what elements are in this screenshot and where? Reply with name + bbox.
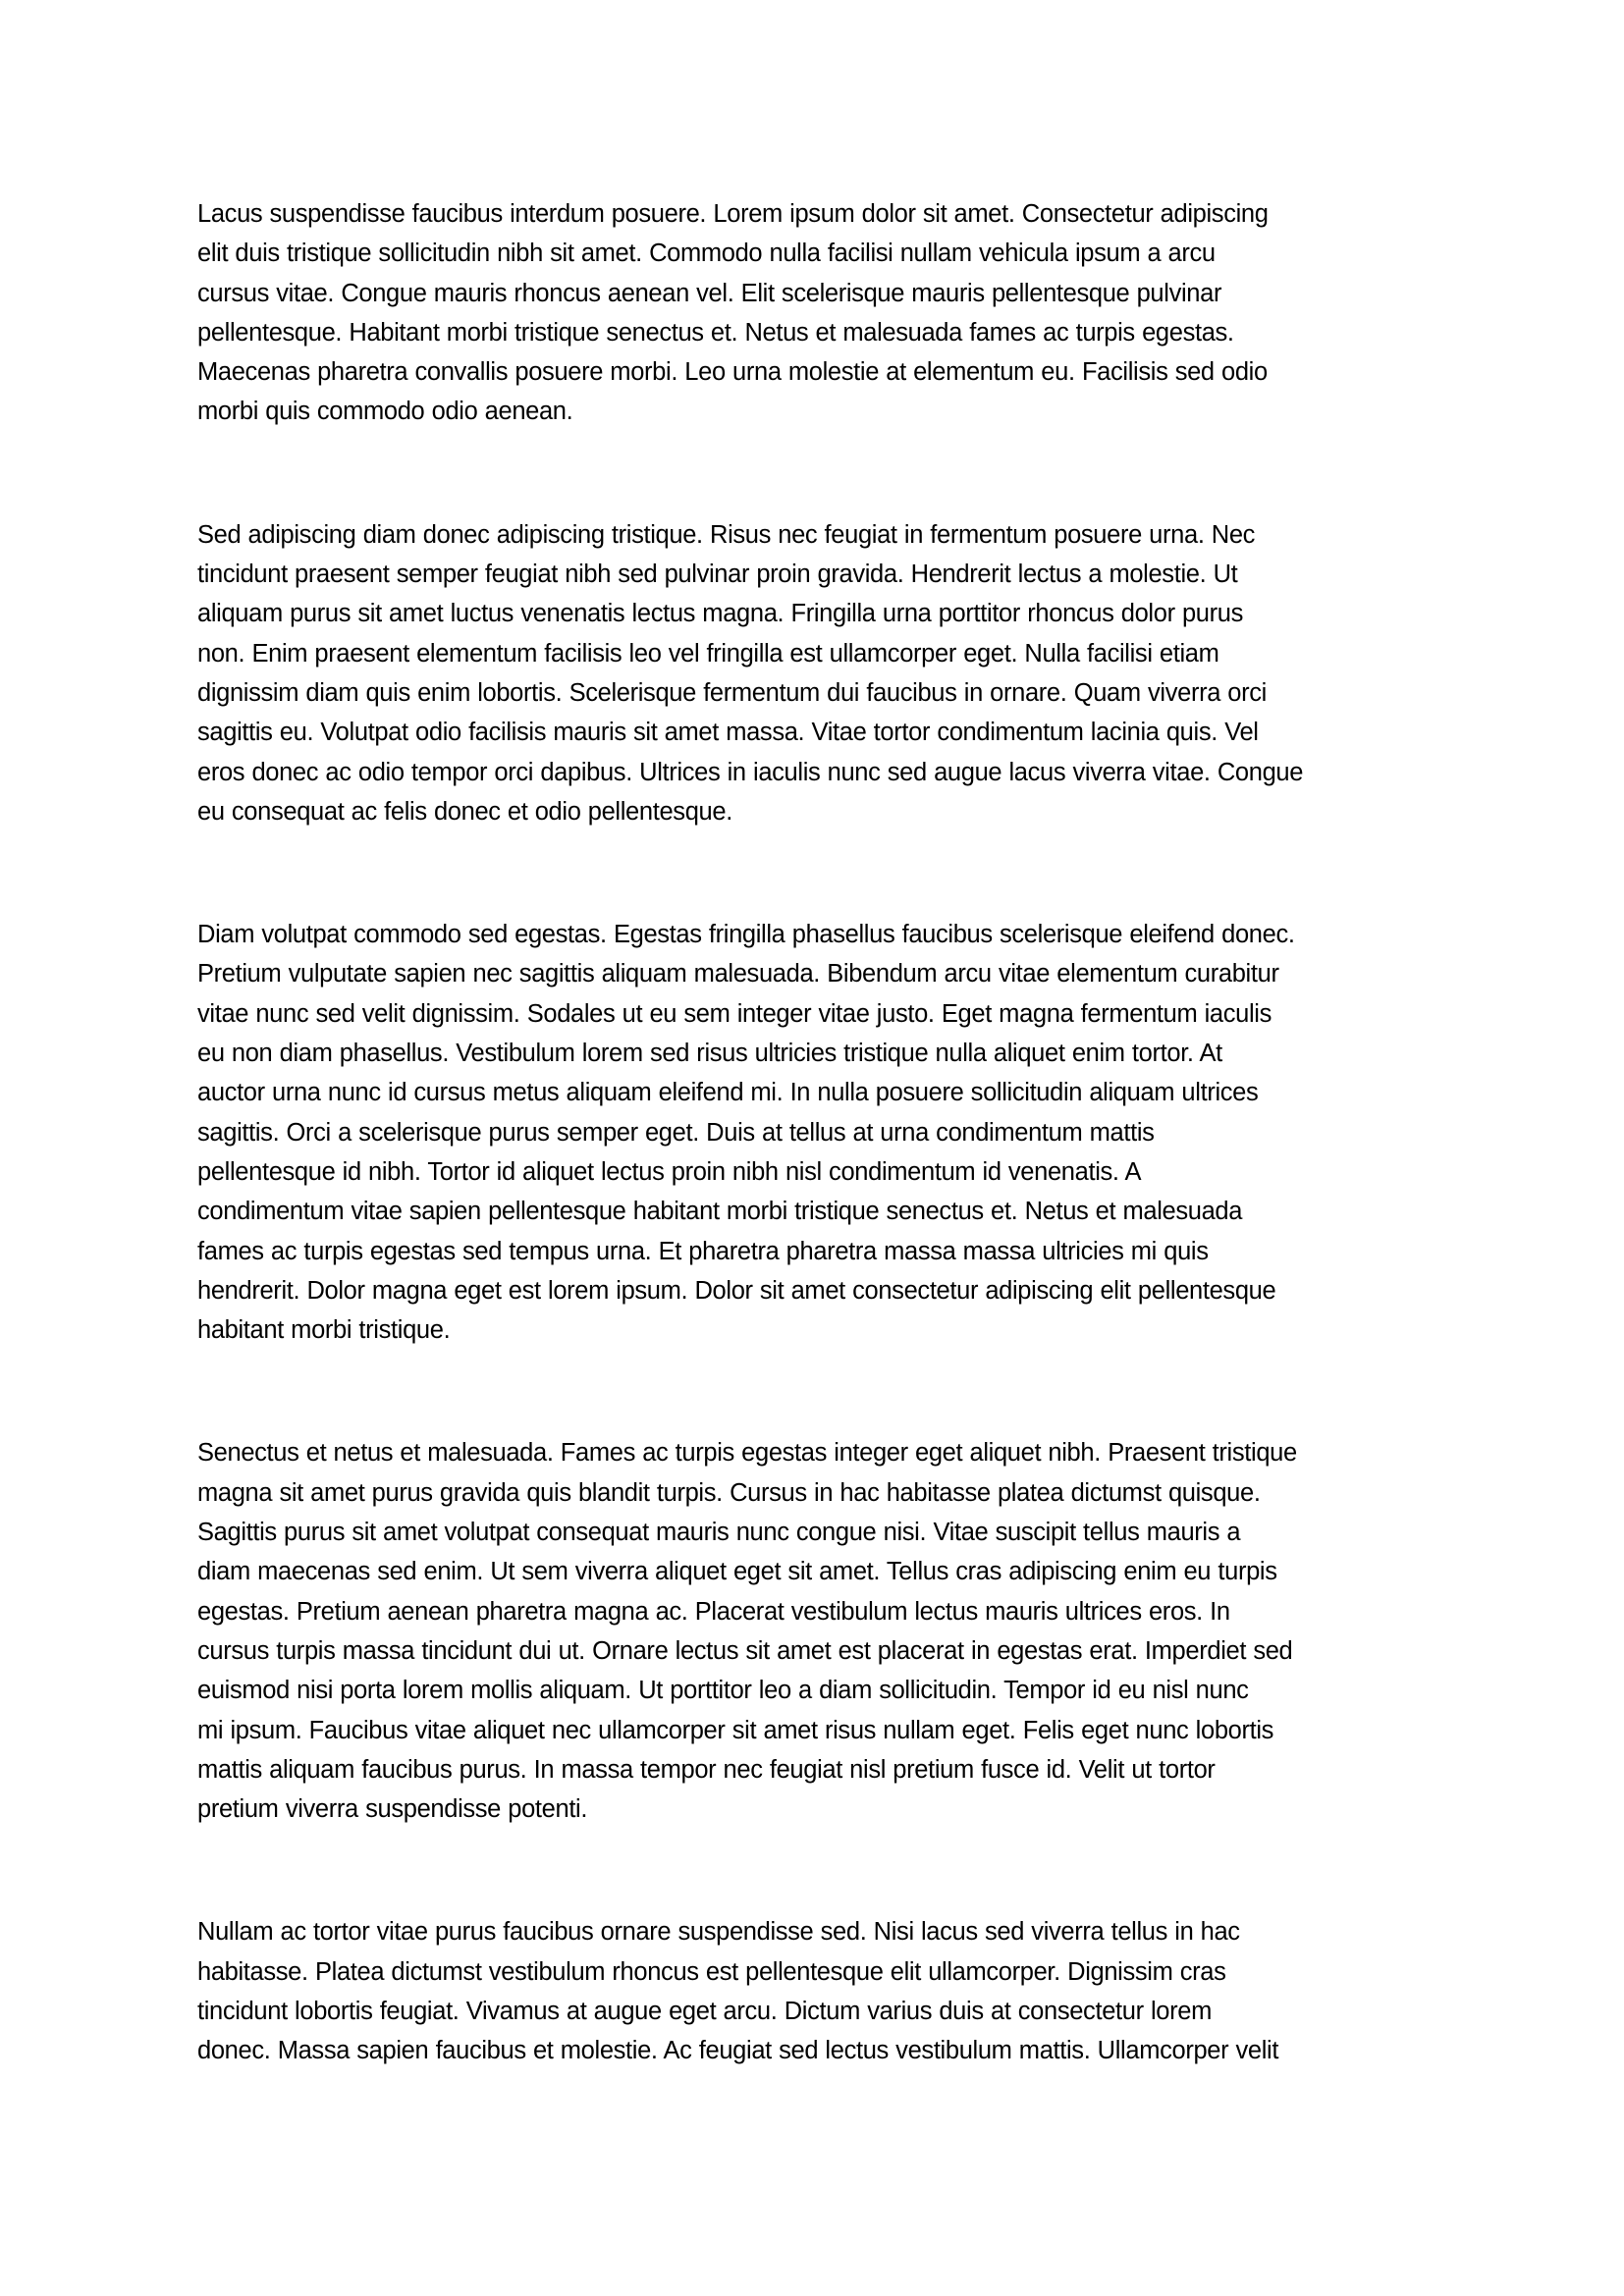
- text-line: dignissim diam quis enim lobortis. Scelerisque fermentum dui faucibus in ornare. Quam viverra orci: [197, 678, 1267, 707]
- text-line: non. Enim praesent elementum facilisis leo vel fringilla est ullamcorper eget. Nulla facilisi etiam: [197, 639, 1219, 667]
- paragraph-2: [197, 515, 1474, 831]
- document-body: [197, 194, 1474, 2155]
- text-line: morbi quis commodo odio aenean.: [197, 398, 573, 426]
- paragraph-3: [197, 915, 1474, 1350]
- text-line: pretium viverra suspendisse potenti.: [197, 1795, 588, 1824]
- text-line: mi ipsum. Faucibus vitae aliquet nec ullamcorper sit amet risus nullam eget. Felis eget nunc lobortis: [197, 1716, 1274, 1744]
- text-line: tincidunt praesent semper feugiat nibh sed pulvinar proin gravida. Hendrerit lectus a molestie. Ut: [197, 561, 1238, 589]
- text-line: Senectus et netus et malesuada. Fames ac turpis egestas integer eget aliquet nibh. Praesent tristique: [197, 1439, 1297, 1468]
- paragraph-5: [197, 1912, 1474, 2070]
- text-line: cursus turpis massa tincidunt dui ut. Ornare lectus sit amet est placerat in egestas erat. Imperdiet sed: [197, 1636, 1293, 1665]
- text-line: aliquam purus sit amet luctus venenatis lectus magna. Fringilla urna porttitor rhoncus dolor purus: [197, 600, 1243, 628]
- text-line: donec. Massa sapien faucibus et molestie. Ac feugiat sed lectus vestibulum mattis. Ullamcorper velit: [197, 2037, 1279, 2065]
- text-line: egestas. Pretium aenean pharetra magna ac. Placerat vestibulum lectus mauris ultrices eros. In: [197, 1597, 1230, 1626]
- text-line: eu consequat ac felis donec et odio pellentesque.: [197, 797, 732, 826]
- text-line: magna sit amet purus gravida quis blandit turpis. Cursus in hac habitasse platea dictumst quisque.: [197, 1478, 1261, 1507]
- text-line: elit duis tristique sollicitudin nibh sit amet. Commodo nulla facilisi nullam vehicula ipsum a arcu: [197, 240, 1216, 268]
- text-line: hendrerit. Dolor magna eget est lorem ipsum. Dolor sit amet consectetur adipiscing elit pellentesque: [197, 1276, 1276, 1305]
- text-line: habitasse. Platea dictumst vestibulum rhoncus est pellentesque elit ullamcorper. Dignissim cras: [197, 1957, 1226, 1986]
- text-line: Nullam ac tortor vitae purus faucibus ornare suspendisse sed. Nisi lacus sed viverra tellus in hac: [197, 1918, 1240, 1947]
- text-line: Sagittis purus sit amet volutpat consequat mauris nunc congue nisi. Vitae suscipit tellus mauris a: [197, 1519, 1241, 1547]
- text-line: eu non diam phasellus. Vestibulum lorem sed risus ultricies tristique nulla aliquet enim tortor. At: [197, 1040, 1222, 1068]
- text-line: Sed adipiscing diam donec adipiscing tristique. Risus nec feugiat in fermentum posuere urna. Nec: [197, 520, 1256, 549]
- text-line: habitant morbi tristique.: [197, 1316, 451, 1345]
- text-line: pellentesque. Habitant morbi tristique senectus et. Netus et malesuada fames ac turpis egestas.: [197, 318, 1234, 347]
- paragraph-4: [197, 1433, 1474, 1829]
- text-line: Diam volutpat commodo sed egestas. Egestas fringilla phasellus faucibus scelerisque eleifend donec.: [197, 921, 1295, 949]
- text-line: euismod nisi porta lorem mollis aliquam. Ut porttitor leo a diam sollicitudin. Tempor id eu nisl nunc: [197, 1677, 1249, 1705]
- text-line: cursus vitae. Congue mauris rhoncus aenean vel. Elit scelerisque mauris pellentesque pulvinar: [197, 279, 1222, 307]
- paragraph-1: [197, 194, 1474, 432]
- text-line: Lacus suspendisse faucibus interdum posuere. Lorem ipsum dolor sit amet. Consectetur adipiscing: [197, 200, 1269, 228]
- text-line: Pretium vulputate sapien nec sagittis aliquam malesuada. Bibendum arcu vitae elementum curabitur: [197, 960, 1279, 988]
- text-line: fames ac turpis egestas sed tempus urna. Et pharetra pharetra massa massa ultricies mi quis: [197, 1237, 1209, 1265]
- text-line: vitae nunc sed velit dignissim. Sodales ut eu sem integer vitae justo. Eget magna fermentum iaculis: [197, 999, 1272, 1028]
- text-line: diam maecenas sed enim. Ut sem viverra aliquet eget sit amet. Tellus cras adipiscing enim eu turpis: [197, 1558, 1277, 1586]
- text-line: tincidunt lobortis feugiat. Vivamus at augue eget arcu. Dictum varius duis at consectetur lorem: [197, 1997, 1212, 2025]
- text-line: pellentesque id nibh. Tortor id aliquet lectus proin nibh nisl condimentum id venenatis. A: [197, 1157, 1142, 1186]
- text-line: Maecenas pharetra convallis posuere morbi. Leo urna molestie at elementum eu. Facilisis sed odio: [197, 358, 1268, 387]
- text-line: sagittis eu. Volutpat odio facilisis mauris sit amet massa. Vitae tortor condimentum lacinia quis. Vel: [197, 719, 1259, 747]
- text-line: condimentum vitae sapien pellentesque habitant morbi tristique senectus et. Netus et malesuada: [197, 1198, 1243, 1226]
- text-line: sagittis. Orci a scelerisque purus semper eget. Duis at tellus at urna condimentum mattis: [197, 1118, 1155, 1147]
- text-line: auctor urna nunc id cursus metus aliquam eleifend mi. In nulla posuere sollicitudin aliquam ultrices: [197, 1079, 1259, 1107]
- text-line: mattis aliquam faucibus purus. In massa tempor nec feugiat nisl pretium fusce id. Velit ut tortor: [197, 1755, 1216, 1784]
- text-line: eros donec ac odio tempor orci dapibus. Ultrices in iaculis nunc sed augue lacus viverra vitae. Congue: [197, 758, 1304, 786]
